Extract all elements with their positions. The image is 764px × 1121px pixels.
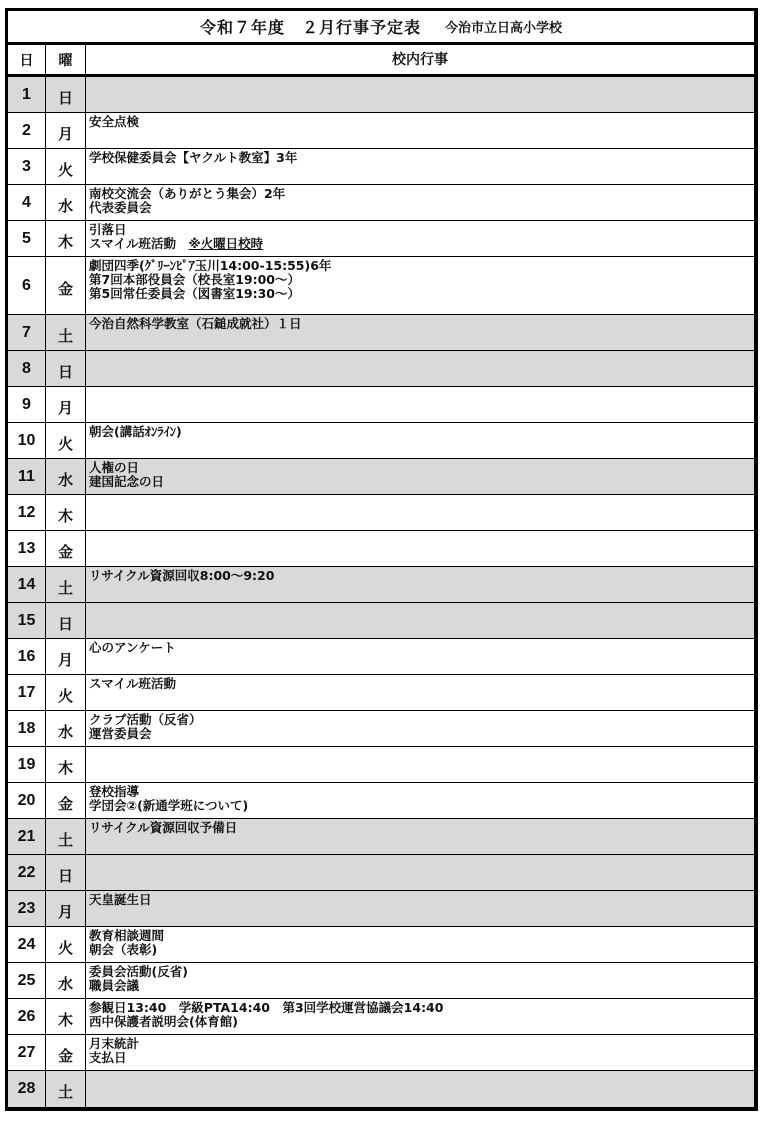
table-row [8,1071,754,1107]
column-header-day: 日 [8,45,46,74]
weekday-cell: 火 [46,423,86,458]
event-text: 代表委員会 [89,200,152,215]
weekday-cell: 日 [46,77,86,112]
events-cell [86,315,754,350]
event-text: 登校指導 [89,784,140,799]
events-cell [86,387,754,422]
event-text: クラブ活動（反省） [89,712,202,727]
events-cell [86,423,754,458]
day-cell: 10 [8,423,46,458]
day-cell: 1 [8,77,46,112]
table-row [8,113,754,149]
weekday-cell: 土 [46,567,86,602]
events-cell [86,891,754,926]
event-text: 朝会(講話ｵﾝﾗｲﾝ) [89,424,182,439]
day-cell: 21 [8,819,46,854]
events-cell [86,113,754,148]
day-cell: 17 [8,675,46,710]
weekday-cell: 木 [46,495,86,530]
events-cell [86,531,754,566]
day-cell: 22 [8,855,46,890]
event-text: 西中保護者説明会(体育館) [89,1014,238,1029]
weekday-cell: 日 [46,351,86,386]
table-row [8,77,754,113]
event-text: 委員会活動(反省) [89,964,188,979]
day-cell: 23 [8,891,46,926]
event-text: 安全点検 [89,114,140,129]
day-cell: 16 [8,639,46,674]
table-row [8,891,754,927]
weekday-cell: 月 [46,113,86,148]
table-row [8,711,754,747]
day-cell: 25 [8,963,46,998]
events-cell [86,783,754,818]
event-text: 天皇誕生日 [89,892,152,907]
event-text: 南校交流会（ありがとう集会）2年 [89,186,286,201]
day-cell: 6 [8,257,46,314]
day-cell: 5 [8,221,46,256]
events-cell [86,221,754,256]
title-bar [8,11,754,45]
day-cell: 4 [8,185,46,220]
events-cell [86,747,754,782]
events-cell [86,711,754,746]
column-header-weekday: 曜 [46,45,86,74]
events-cell [86,603,754,638]
events-cell [86,927,754,962]
table-row [8,675,754,711]
event-text: 劇団四季(ｸﾞﾘｰﾝﾋﾟｱ玉川14:00-15:55)6年 [89,258,332,273]
events-cell [86,257,754,314]
table-row [8,387,754,423]
events-cell [86,185,754,220]
table-row [8,783,754,819]
day-cell: 27 [8,1035,46,1070]
weekday-cell: 金 [46,783,86,818]
column-header-events: 校内行事 [392,51,448,68]
event-text: 第5回常任委員会（図書室19:30～） [89,286,300,301]
day-cell: 24 [8,927,46,962]
event-text: 教育相談週間 [89,928,165,943]
table-row [8,819,754,855]
event-text: リサイクル資源回収予備日 [89,820,238,835]
event-text: 引落日 [89,222,127,237]
school-name: 今治市立日高小学校 [445,21,563,36]
events-cell [86,567,754,602]
column-header-row [8,45,754,77]
table-row [8,351,754,387]
weekday-cell: 月 [46,387,86,422]
day-cell: 20 [8,783,46,818]
weekday-cell: 土 [46,1071,86,1107]
weekday-cell: 金 [46,257,86,314]
weekday-cell: 水 [46,711,86,746]
day-cell: 13 [8,531,46,566]
event-text: スマイル班活動 [89,676,177,691]
event-text: 朝会（表彰) [89,942,158,957]
day-cell: 7 [8,315,46,350]
event-text: 支払日 [89,1050,127,1065]
events-cell [86,855,754,890]
events-cell [86,999,754,1034]
table-row [8,603,754,639]
weekday-cell: 火 [46,675,86,710]
table-row [8,567,754,603]
weekday-cell: 月 [46,891,86,926]
day-cell: 12 [8,495,46,530]
event-text: リサイクル資源回収8:00～9:20 [89,568,275,583]
event-text-with-note: スマイル班活動 ※火曜日校時 [89,236,264,251]
weekday-cell: 日 [46,603,86,638]
weekday-cell: 火 [46,149,86,184]
event-text: 学団会②(新通学班について) [89,798,249,813]
weekday-cell: 木 [46,221,86,256]
event-text: 今治自然科学教室（石鎚成就社）１日 [89,316,302,331]
day-cell: 28 [8,1071,46,1107]
event-text: 心のアンケート [89,640,176,655]
table-row [8,927,754,963]
weekday-cell: 木 [46,999,86,1034]
events-cell [86,819,754,854]
schedule-table [5,8,758,1111]
table-body [8,77,754,1107]
event-text: 月末統計 [89,1036,140,1051]
events-cell [86,77,754,112]
day-cell: 11 [8,459,46,494]
table-row [8,185,754,221]
events-cell [86,1071,754,1107]
table-row [8,1035,754,1071]
weekday-cell: 土 [46,819,86,854]
table-row [8,459,754,495]
events-cell [86,495,754,530]
table-row [8,495,754,531]
events-cell [86,639,754,674]
day-cell: 14 [8,567,46,602]
weekday-cell: 火 [46,927,86,962]
events-cell [86,1035,754,1070]
weekday-cell: 木 [46,747,86,782]
weekday-cell: 水 [46,185,86,220]
table-row [8,747,754,783]
weekday-cell: 金 [46,1035,86,1070]
event-text: 第7回本部役員会（校長室19:00～） [89,272,300,287]
day-cell: 9 [8,387,46,422]
table-row [8,149,754,185]
event-text: 職員会議 [89,978,140,993]
events-cell [86,351,754,386]
weekday-cell: 土 [46,315,86,350]
weekday-cell: 水 [46,459,86,494]
event-text: 学校保健委員会【ヤクルト教室】3年 [89,150,298,165]
weekday-cell: 金 [46,531,86,566]
page-title: 令和７年度 ２月行事予定表 [199,18,421,37]
day-cell: 2 [8,113,46,148]
table-row [8,963,754,999]
event-text: 建国記念の日 [89,474,165,489]
day-cell: 19 [8,747,46,782]
day-cell: 3 [8,149,46,184]
event-text: 参観日13:40 学級PTA14:40 第3回学校運営協議会14:40 [89,1000,444,1015]
table-row [8,531,754,567]
events-cell [86,149,754,184]
table-row [8,257,754,315]
weekday-cell: 日 [46,855,86,890]
table-row [8,999,754,1035]
weekday-cell: 月 [46,639,86,674]
day-cell: 15 [8,603,46,638]
table-row [8,221,754,257]
table-row [8,423,754,459]
table-row [8,855,754,891]
weekday-cell: 水 [46,963,86,998]
event-text: 運営委員会 [89,726,152,741]
events-cell [86,675,754,710]
table-row [8,639,754,675]
events-cell [86,459,754,494]
day-cell: 18 [8,711,46,746]
table-row [8,315,754,351]
schedule-note: ※火曜日校時 [188,236,264,251]
day-cell: 8 [8,351,46,386]
event-text: 人権の日 [89,460,140,475]
events-cell [86,963,754,998]
day-cell: 26 [8,999,46,1034]
